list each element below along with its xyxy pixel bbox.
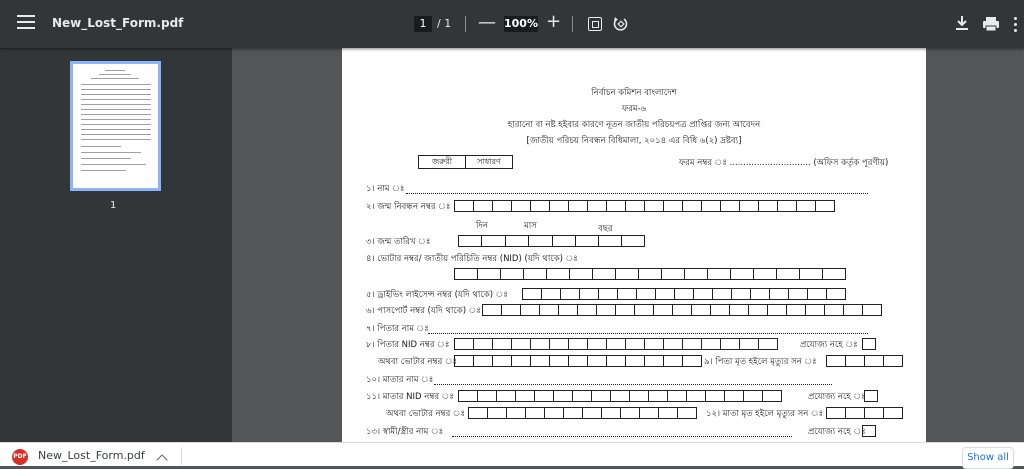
month-label: মাস xyxy=(524,221,537,231)
rotate-icon[interactable] xyxy=(612,15,630,33)
page-count: / 1 xyxy=(437,17,452,30)
nid-boxes xyxy=(454,268,845,280)
field-license-label: ৫। ড্রাইভিং লাইসেন্স নম্বর (যদি থাকে) ঃ xyxy=(366,290,508,300)
show-all-button[interactable]: Show all xyxy=(962,447,1014,469)
zoom-out-button[interactable]: — xyxy=(478,12,496,33)
thumbnail-sidebar xyxy=(0,48,232,442)
not-applicable-label: প্রযোজ্য নহে ঃ xyxy=(800,340,858,350)
download-shelf xyxy=(0,442,1024,466)
field-father-nid-label: ৮। পিতার NID নম্বর ঃ xyxy=(366,340,450,350)
zoom-level-input[interactable]: 100% xyxy=(504,17,538,30)
license-boxes xyxy=(522,288,845,300)
page-thumbnail[interactable] xyxy=(70,61,161,191)
toolbar-divider xyxy=(572,16,573,32)
mother-name-line xyxy=(434,384,832,385)
toolbar-divider xyxy=(465,16,466,32)
download-icon[interactable] xyxy=(954,14,970,32)
or-voter-label: অথবা ভোটার নম্বর ঃ xyxy=(386,409,466,419)
year-label: বছর xyxy=(598,224,613,234)
page-number-input[interactable]: 1 xyxy=(414,16,432,32)
not-applicable-checkbox xyxy=(864,390,878,402)
field-mother-death-label: ১২। মাতা মৃত হইলে মৃত্যুর সন ঃ xyxy=(706,409,824,419)
document-title: New_Lost_Form.pdf xyxy=(52,16,184,30)
dob-boxes xyxy=(458,235,644,247)
field-father-name-label: ৭। পিতার নাম ঃ xyxy=(366,324,429,334)
field-birth-reg-label: ২। জন্ম নিবন্ধন নম্বর ঃ xyxy=(366,202,451,212)
field-father-death-label: ৯। পিতা মৃত হইলে মৃত্যুর সন ঃ xyxy=(704,357,817,367)
passport-boxes xyxy=(482,304,881,316)
field-mother-nid-label: ১১। মাতার NID নম্বর ঃ xyxy=(366,392,454,402)
form-authority: নির্বাচন কমিশন বাংলাদেশ xyxy=(591,88,677,98)
form-number: ফরম-৬ xyxy=(621,104,647,114)
menu-icon[interactable] xyxy=(17,15,35,33)
normal-box: সাধারণ xyxy=(465,155,513,169)
spouse-name-line xyxy=(452,436,792,437)
download-item-name[interactable]: New_Lost_Form.pdf xyxy=(38,449,145,462)
pdf-page xyxy=(342,48,926,442)
father-voter-boxes xyxy=(454,355,701,367)
field-name-line xyxy=(406,193,868,194)
field-name-label: ১। নাম ঃ xyxy=(366,184,405,194)
field-spouse-name-label: ১৩। স্বামী/স্ত্রীর নাম ঃ xyxy=(366,427,444,437)
chevron-up-icon[interactable] xyxy=(156,454,167,465)
mother-death-boxes xyxy=(826,407,902,419)
father-name-line xyxy=(428,333,868,334)
form-title: হারানো বা নষ্ট হইবার কারণে নূতন জাতীয় পরিচয়পত্র প্রাপ্তির জন্য আবেদন xyxy=(507,120,761,130)
pdf-file-icon[interactable]: PDF xyxy=(12,449,28,465)
zoom-in-button[interactable]: + xyxy=(546,11,562,32)
field-mother-name-label: ১০। মাতার নাম ঃ xyxy=(366,375,434,385)
document-viewer xyxy=(232,48,1024,442)
father-nid-boxes xyxy=(454,338,777,350)
or-voter-label: অথবা ভোটার নম্বর ঃ xyxy=(378,357,458,367)
form-reference: [জাতীয় পরিচয় নিবন্ধন বিধিমালা, ২০১৪ এর বিধি ৬(২) দ্রষ্টব্য] xyxy=(526,136,742,146)
download-divider xyxy=(181,447,182,465)
thumbnail-page-label: 1 xyxy=(110,200,117,211)
not-applicable-checkbox xyxy=(862,425,876,437)
field-passport-label: ৬। পাসপোর্ট নম্বর (যদি থাকে) ঃ xyxy=(366,306,481,316)
field-dob-label: ৩। জন্ম তারিখ ঃ xyxy=(366,237,431,247)
not-applicable-label: প্রযোজ্য নহে ঃ xyxy=(808,392,866,402)
form-number-field: ফরম নম্বর ঃ .............................. (অফিস কর্তৃক পূরণীয়) xyxy=(679,158,889,168)
more-options-icon[interactable] xyxy=(1014,16,1024,32)
birth-reg-boxes xyxy=(454,200,834,212)
fit-to-page-icon[interactable] xyxy=(588,17,602,31)
mother-voter-boxes xyxy=(468,407,696,419)
not-applicable-label: প্রযোজ্য নহে ঃ xyxy=(808,427,866,437)
pdf-toolbar xyxy=(0,0,1024,48)
day-label: দিন xyxy=(476,221,488,231)
field-nid-label: ৪। ভোটার নম্বর/ জাতীয় পরিচিতি নম্বর (NID) (যদি থাকে) ঃ xyxy=(366,254,578,264)
father-death-boxes xyxy=(826,355,902,367)
mother-nid-boxes xyxy=(458,390,781,402)
not-applicable-checkbox xyxy=(862,338,876,350)
urgent-box: জরুরী xyxy=(418,155,466,169)
print-icon[interactable] xyxy=(982,16,1000,32)
